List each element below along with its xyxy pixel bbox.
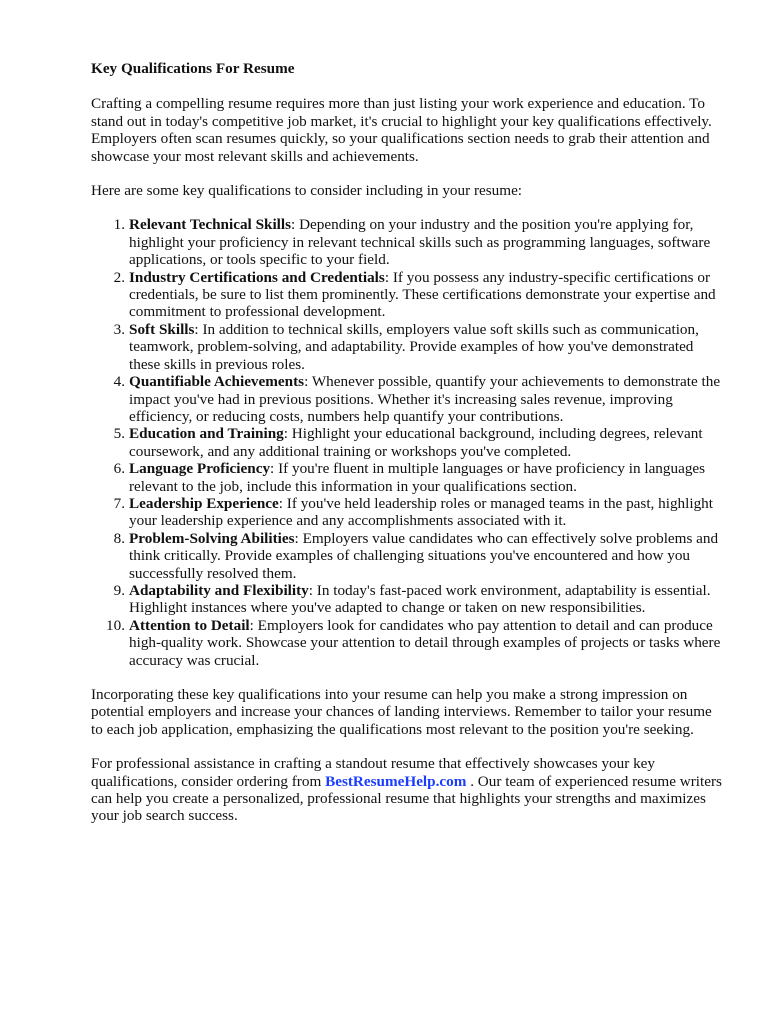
list-item-text: Employers look for candidates who pay attention to detail and can produce high-quality work. Showcase your attention to detail through examples of projects or tasks where accuracy was crucial. (129, 616, 721, 669)
list-item (113, 581, 723, 617)
list-item-text: If you possess any industry-specific certifications or credentials, be sure to list them prominently. These certifications demonstrate your expertise and commitment to professional development. (129, 268, 716, 321)
list-item-separator: : (278, 494, 283, 512)
list-item-separator: : (270, 460, 275, 478)
list-item-term: Quantifiable Achievements (129, 373, 305, 391)
list-item-term: Relevant Technical Skills (129, 216, 292, 234)
list-item-text: Depending on your industry and the position you're applying for, highlight your proficiency in relevant technical skills such as programming languages, software applications, or tools specific to your field. (129, 216, 711, 269)
conclusion-paragraph: Incorporating these key qualifications into your resume can help you make a strong impression on potential employers and increase your chances of landing interviews. Remember to tailor your resume to each job application, emphasizing the qualifications most relevant to the position you're seeking. (91, 686, 712, 738)
page-title: Key Qualifications For Resume (91, 60, 295, 77)
list-item-number: 10. (106, 616, 125, 634)
list-item-separator: : (291, 216, 296, 234)
list-item (113, 216, 723, 269)
cta-text-before: For professional assistance in crafting a standout resume that effectively showcases your key qualifications, consider ordering from (91, 755, 656, 790)
lead-in-paragraph: Here are some key qualifications to consider including in your resume: (91, 182, 523, 200)
bestresumehelp-link[interactable]: BestResumeHelp.com (325, 772, 467, 790)
list-item-term: Education and Training (129, 425, 284, 443)
list-item-number: 8. (113, 529, 125, 547)
cta-paragraph (91, 755, 723, 825)
list-item (113, 268, 723, 321)
list-item-separator: : (304, 373, 309, 391)
list-item-number: 2. (113, 268, 125, 286)
list-item-number: 5. (113, 425, 125, 443)
list-item-text: Whenever possible, quantify your achievements to demonstrate the impact you've had in previous positions. Whether it's increasing sales revenue, improving efficiency, or reducing costs, numbers help quantify your contributions. (129, 373, 721, 425)
list-item-term: Industry Certifications and Credentials (129, 268, 385, 286)
list-item-separator: : (308, 581, 313, 599)
list-item (106, 616, 723, 669)
list-item-term: Leadership Experience (129, 494, 279, 512)
list-item-number: 4. (113, 373, 125, 391)
list-item-text: Employers value candidates who can effectively solve problems and think critically. Provide examples of challenging situations you've encountered and how you successfully resolved them. (129, 529, 719, 582)
list-item-number: 9. (113, 581, 125, 599)
list-item-text: In today's fast-paced work environment, adaptability is essential. Highlight instances where you've adapted to change or taken on new responsibilities. (129, 581, 711, 617)
list-item (113, 320, 723, 373)
qualifications-list (91, 216, 723, 669)
list-item-separator: : (194, 320, 199, 338)
list-item-number: 1. (113, 216, 125, 234)
intro-paragraph: Crafting a compelling resume requires more than just listing your work experience and education. To stand out in today's competitive job market, it's crucial to highlight your key qualifications effectively. Employers often scan resumes quickly, so your qualifications section needs to grab their attention and showcase your most relevant skills and achievements. (91, 95, 712, 165)
list-item-number: 6. (113, 460, 125, 478)
list-item-term: Attention to Detail (129, 616, 250, 634)
list-item-number: 3. (113, 320, 125, 338)
list-item-text: In addition to technical skills, employers value soft skills such as communication, teamwork, problem-solving, and adaptability. Provide examples of how you've demonstrated these skills in previous roles. (129, 320, 699, 373)
list-item-text: If you're fluent in multiple languages or have proficiency in languages relevant to the job, include this information in your qualifications section. (129, 460, 706, 495)
list-item (113, 373, 723, 425)
list-item-separator: : (384, 268, 390, 286)
list-item-text: If you've held leadership roles or managed teams in the past, highlight your leadership experience and any accomplishments associated with it. (129, 494, 713, 530)
list-item (113, 460, 723, 495)
list-item (113, 494, 723, 530)
list-item-term: Language Proficiency (129, 460, 271, 478)
list-item (113, 425, 723, 460)
list-item (113, 529, 723, 582)
list-item-separator: : (283, 425, 288, 443)
list-item-separator: : (249, 616, 254, 634)
document-page (91, 60, 723, 842)
list-item-text: Highlight your educational background, including degrees, relevant coursework, and any additional training or workshops you've completed. (129, 425, 703, 460)
list-item-separator: : (294, 529, 299, 547)
list-item-term: Adaptability and Flexibility (129, 581, 309, 599)
list-item-term: Problem-Solving Abilities (129, 529, 295, 547)
list-item-number: 7. (113, 494, 125, 512)
list-item-term: Soft Skills (129, 320, 195, 338)
cta-text-after: . Our team of experienced resume writers can help you create a personalized, professional resume that highlights your strengths and maximizes your job search success. (91, 772, 722, 825)
